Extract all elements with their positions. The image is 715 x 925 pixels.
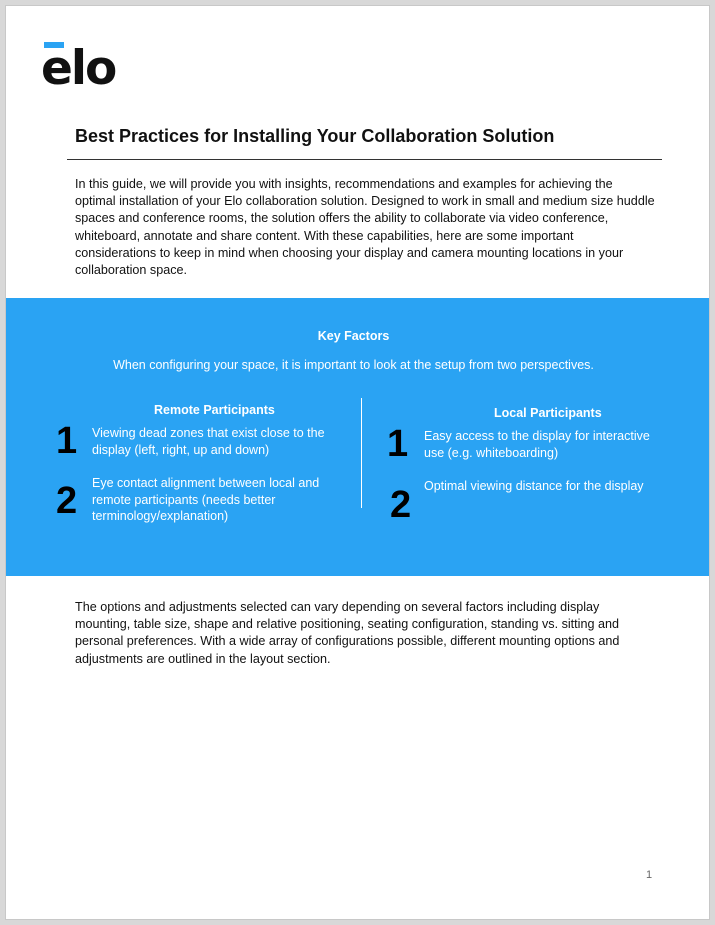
remote-item-text: Viewing dead zones that exist close to the display (left, right, up and down) (92, 426, 325, 457)
remote-item-number: 2 (56, 480, 78, 522)
outro-paragraph: The options and adjustments selected can vary depending on several factors including display mounting, table size, shape and relative positioning, seating configuration, standing vs. sitting and personal preferences. With a wide array of configurations possible, different mounting options and adjustments are outlined in the layout section. (75, 600, 620, 666)
remote-participants-heading: Remote Participants (154, 403, 275, 417)
local-item-number: 1 (387, 423, 409, 465)
logo-wordmark: elo (41, 41, 116, 96)
remote-item-number: 1 (56, 420, 78, 462)
title-divider (67, 159, 662, 160)
local-item-text: Easy access to the display for interactive use (e.g. whiteboarding) (424, 429, 650, 460)
local-participants-heading: Local Participants (494, 406, 602, 420)
page-title: Best Practices for Installing Your Collaboration Solution (75, 126, 555, 146)
elo-logo (41, 41, 116, 96)
page-number: 1 (646, 869, 653, 881)
local-item-number: 2 (390, 484, 412, 526)
intro-paragraph: In this guide, we will provide you with insights, recommendations and examples for achieving the optimal installation of your Elo collaboration solution. Designed to work in small and medium size huddle spaces and conference rooms, the solution offers the ability to collaborate via video conference, whiteboard, annotate and share content. With these capabilities, here are some important considerations to keep in mind when choosing your display and camera mounting locations in your collaboration space. (75, 177, 655, 278)
document-page (5, 5, 710, 920)
column-divider (361, 398, 362, 508)
remote-item-text: Eye contact alignment between local and remote participants (needs better terminology/explanation) (92, 476, 320, 524)
key-factors-heading: Key Factors (317, 329, 390, 343)
local-item-text: Optimal viewing distance for the display (424, 479, 644, 493)
key-factors-panel (6, 298, 710, 576)
key-factors-subheading: When configuring your space, it is important to look at the setup from two perspectives. (113, 358, 594, 372)
